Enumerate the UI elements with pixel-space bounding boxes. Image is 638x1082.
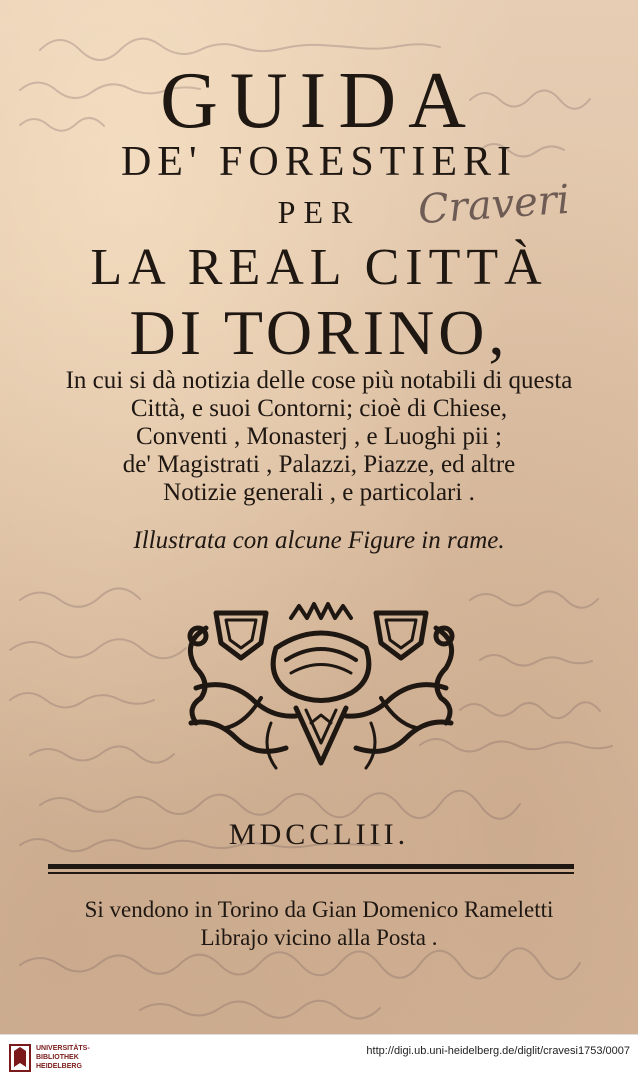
title-di-torino: DI TORINO, bbox=[129, 297, 509, 368]
imprint-line: Si vendono in Torino da Gian Domenico Rameletti bbox=[84, 897, 554, 922]
title-de-forestieri: DE' FORESTIERI bbox=[120, 139, 518, 185]
printer-ornament-icon bbox=[176, 598, 466, 778]
title-per: PER bbox=[277, 194, 361, 230]
title-guida: GUIDA bbox=[160, 57, 478, 145]
description-line: Città, e suoi Contorni; cioè di Chiese, bbox=[130, 395, 508, 422]
library-logo-icon bbox=[8, 1043, 32, 1073]
description-line: In cui si dà notizia delle cose più notabili di questa bbox=[65, 367, 573, 394]
source-url[interactable]: http://digi.ub.uni-heidelberg.de/diglit/cravesi1753/0007 bbox=[366, 1045, 630, 1057]
publication-year: MDCCLIII. bbox=[228, 818, 410, 851]
title-la-real-citta: LA REAL CITTÀ bbox=[90, 239, 548, 296]
library-logo-text: UNIVERSITÄTS- BIBLIOTHEK HEIDELBERG bbox=[36, 1045, 90, 1070]
double-rule-thick bbox=[48, 864, 574, 869]
handwritten-owner-name: Craveri bbox=[416, 176, 572, 234]
imprint-line: Librajo vicino alla Posta . bbox=[200, 925, 438, 950]
illustration-note: Illustrata con alcune Figure in rame. bbox=[133, 527, 505, 554]
description-line: de' Magistrati , Palazzi, Piazze, ed altre bbox=[122, 451, 516, 478]
description-line: Notizie generali , e particolari . bbox=[163, 479, 475, 506]
library-footer bbox=[0, 1034, 638, 1082]
double-rule-thin bbox=[48, 872, 574, 874]
description-line: Conventi , Monasterj , e Luoghi pii ; bbox=[136, 423, 502, 450]
